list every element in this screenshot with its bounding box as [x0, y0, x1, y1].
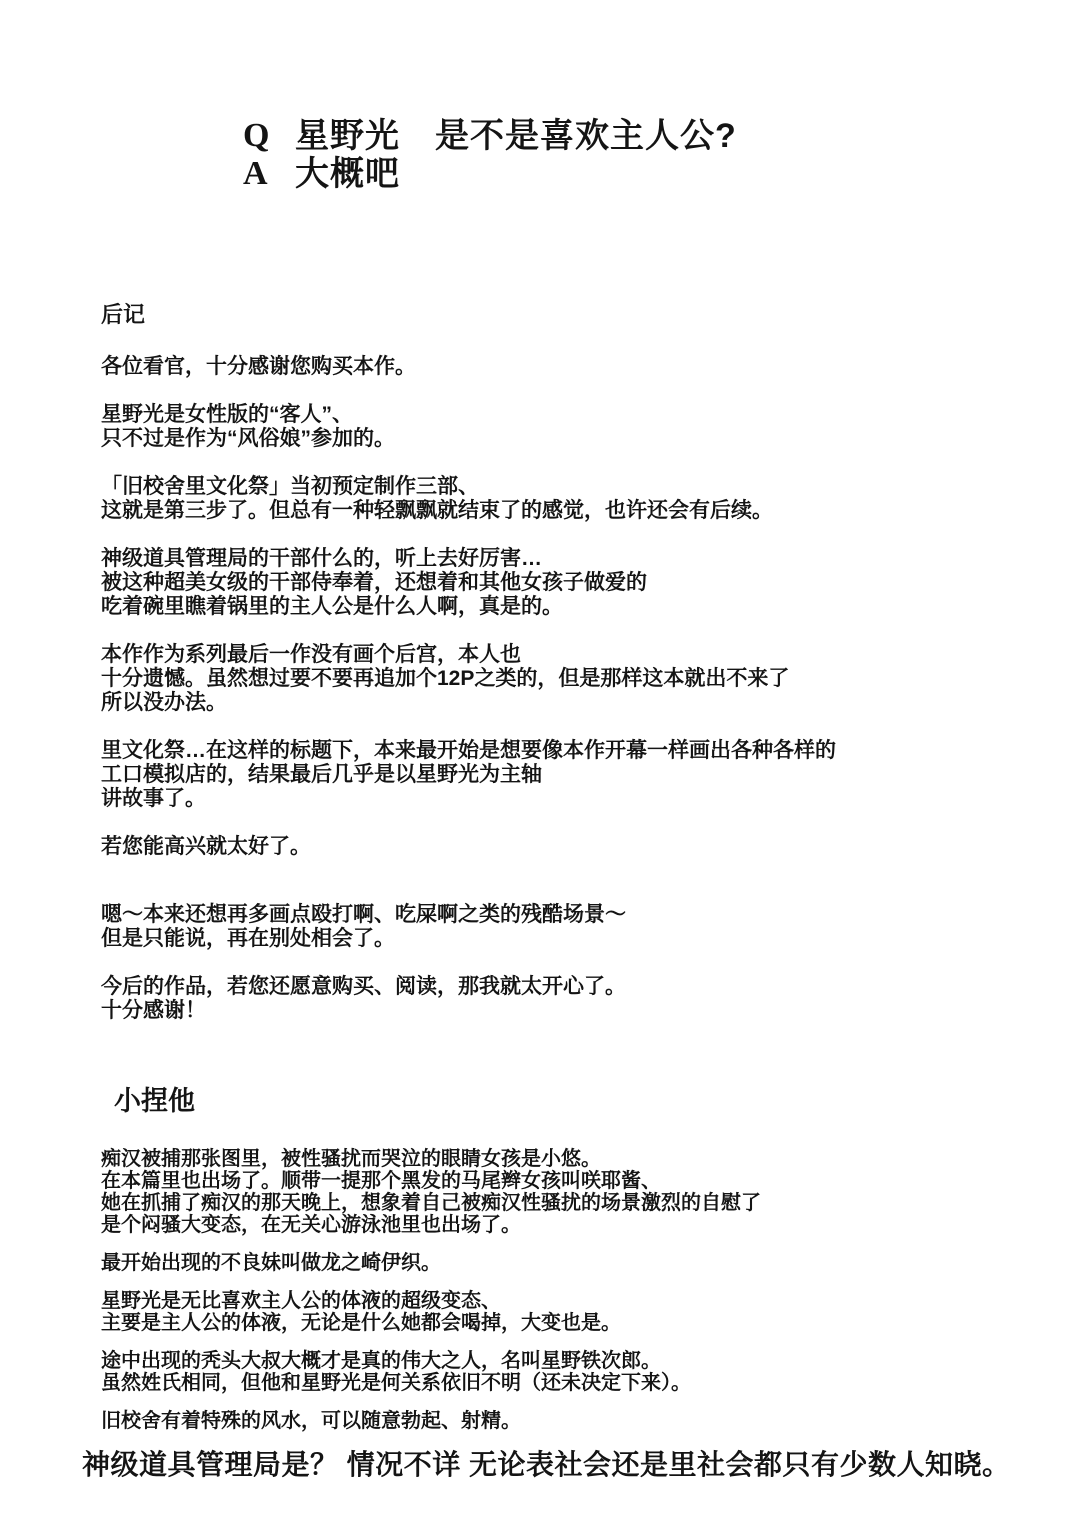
text-line: 今后的作品，若您还愿意购买、阅读，那我就太开心了。 — [101, 975, 626, 998]
afterword-section — [101, 303, 1041, 1047]
paragraph — [101, 883, 1041, 951]
answer-text: 大概吧 — [295, 155, 400, 193]
text-line: 「旧校舍里文化祭」当初预定制作三部、 — [101, 475, 479, 498]
text-line: 星野光是女性版的“客人”、 — [101, 403, 353, 426]
notes-paragraphs — [101, 1148, 1041, 1432]
text-line: 她在抓捕了痴汉的那天晚上，想象着自己被痴汉性骚扰的场景激烈的自慰了 — [101, 1192, 761, 1214]
notes-section — [101, 1086, 1041, 1448]
text-line: 工口模拟店的，结果最后几乎是以星野光为主轴 — [101, 763, 542, 786]
text-line: 痴汉被捕那张图里，被性骚扰而哭泣的眼睛女孩是小悠。 — [101, 1148, 601, 1170]
text-line: 是个闷骚大变态，在无关心游泳池里也出场了。 — [101, 1214, 521, 1236]
text-line: 本作作为系列最后一作没有画个后宫，本人也 — [101, 643, 521, 666]
notes-title: 小捏他 — [114, 1086, 195, 1116]
text-line: 被这种超美女级的干部侍奉着，还想着和其他女孩子做爱的 — [101, 571, 647, 594]
text-line: 若您能高兴就太好了。 — [101, 835, 311, 858]
text-line: 旧校舍有着特殊的风水，可以随意勃起、射精。 — [101, 1410, 521, 1432]
text-line: 虽然姓氏相同，但他和星野光是何关系依旧不明（还未决定下来）。 — [101, 1372, 691, 1394]
paragraph — [101, 643, 1041, 715]
paragraph — [101, 547, 1041, 619]
paragraph — [101, 1290, 1041, 1334]
text-line: 主要是主人公的体液，无论是什么她都会喝掉，大变也是。 — [101, 1312, 621, 1334]
afterword-paragraphs — [101, 355, 1041, 1023]
text-line: 在本篇里也出场了。顺带一提那个黑发的马尾辫女孩叫咲耶酱、 — [101, 1170, 661, 1192]
paragraph — [101, 1148, 1041, 1236]
qa-header — [243, 117, 737, 193]
text-line: 讲故事了。 — [101, 787, 206, 810]
text-line: 这就是第三步了。但总有一种轻飘飘就结束了的感觉，也许还会有后续。 — [101, 499, 773, 522]
text-line: 最开始出现的不良妹叫做龙之崎伊织。 — [101, 1252, 441, 1274]
text-line: 途中出现的秃头大叔大概才是真的伟大之人，名叫星野铁次郎。 — [101, 1350, 661, 1372]
q-label: Q — [243, 117, 271, 154]
afterword-title: 后记 — [101, 302, 146, 327]
paragraph — [101, 1252, 1041, 1274]
text-line: 所以没办法。 — [101, 691, 227, 714]
paragraph — [101, 355, 1041, 379]
a-label: A — [243, 155, 269, 192]
question-text: 星野光 是不是喜欢主人公? — [295, 117, 737, 155]
question-row — [243, 117, 737, 155]
paragraph — [101, 403, 1041, 451]
text-line: 吃着碗里瞧着锅里的主人公是什么人啊，真是的。 — [101, 595, 563, 618]
answer-row — [243, 155, 737, 193]
paragraph — [101, 739, 1041, 811]
text-line: 十分感谢！ — [101, 999, 206, 1022]
paragraph — [101, 475, 1041, 523]
footer-note: 神级道具管理局是？ 情况不详 无论表社会还是里社会都只有少数人知晓。 — [82, 1449, 1011, 1480]
text-line: 但是只能说，再在别处相会了。 — [101, 927, 395, 950]
text-line: 十分遗憾。虽然想过要不要再追加个12P之类的，但是那样这本就出不来了 — [101, 667, 790, 690]
paragraph — [101, 1410, 1041, 1432]
paragraph — [101, 835, 1041, 859]
paragraph — [101, 975, 1041, 1023]
text-line: 嗯～本来还想再多画点殴打啊、吃屎啊之类的残酷场景～ — [101, 903, 626, 926]
paragraph — [101, 1350, 1041, 1394]
text-line: 只不过是作为“风俗娘”参加的。 — [101, 427, 395, 450]
text-line: 神级道具管理局的干部什么的，听上去好厉害… — [101, 547, 542, 570]
text-line: 里文化祭…在这样的标题下，本来最开始是想要像本作开幕一样画出各种各样的 — [101, 739, 836, 762]
text-line: 各位看官，十分感谢您购买本作。 — [101, 355, 416, 378]
text-line: 星野光是无比喜欢主人公的体液的超级变态、 — [101, 1290, 501, 1312]
